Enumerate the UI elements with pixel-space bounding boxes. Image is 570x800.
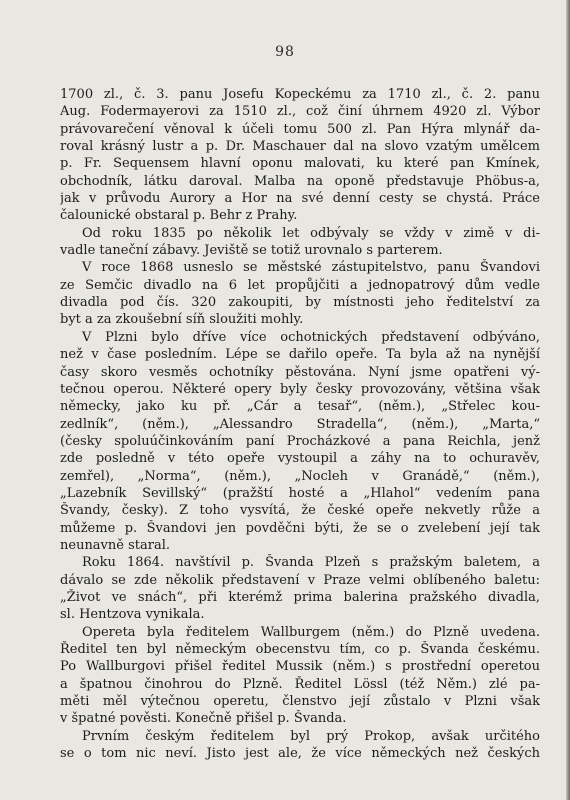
text-line: Prvním českým ředitelem byl prý Prokop, avšak určitého <box>82 728 540 744</box>
text-line: byt a za zkoušební síň sloužiti mohly. <box>60 312 304 328</box>
text-line: Švandy, česky). Z toho vysvítá, že české opeře nekvetly růže a <box>60 503 540 519</box>
text-line: roval krásný lustr a p. Dr. Maschauer dal na slovo vzatým umělcem <box>60 139 540 155</box>
text-line: Ředitel ten byl německým obecenstvu tím, co p. Švanda českému. <box>60 642 540 657</box>
text-line: než v čase posledním. Lépe se dařilo opeře. Ta byla až na nynější <box>60 347 540 363</box>
text-line: německy, jako ku př. „Cár a tesař“, (něm.), „Střelec kou- <box>60 399 540 415</box>
text-line: zemřel), „Norma“, (něm.), „Nocleh v Granádě,“ (něm.), <box>60 468 540 484</box>
text-line: zde posledně v této opeře vystoupil a záhy na to ochuravěv, <box>60 451 540 467</box>
text-line: divadla pod čís. 320 zakoupiti, by místnosti jeho ředitelství za <box>60 295 540 311</box>
text-line: V Plzni bylo dříve více ochotnických představení odbýváno, <box>82 329 540 345</box>
text-line: dávalo se zde několik představení v Praze velmi oblíbeného baletu: <box>60 572 540 588</box>
text-line: čalounické obstaral p. Behr z Prahy. <box>60 208 298 224</box>
text-line: v špatné pověsti. Konečně přišel p. Švanda. <box>60 711 347 727</box>
text-line: Aug. Fodermayerovi za 1510 zl., což činí úhrnem 4920 zl. Výbor <box>60 104 540 120</box>
page-number: 98 <box>275 44 295 60</box>
text-line: můžeme p. Švandovi jen povděčni býti, že se o zvelebení její tak <box>60 520 540 536</box>
text-line: p. Fr. Sequensem hlavní oponu malovati, ku které pan Kmínek, <box>60 156 540 172</box>
text-line: vadle taneční zábavy. Jeviště se totiž urovnalo s parterem. <box>60 243 443 259</box>
text-line: Roku 1864. navštívil p. Švanda Plzeň s pražským baletem, a <box>82 555 540 571</box>
text-line: „Lazebník Sevillský“ (pražští hosté a „Hlahol“ vedením pana <box>60 485 540 501</box>
text-line: se o tom nic neví. Jisto jest ale, že více německých než českých <box>60 746 540 762</box>
text-line: Po Wallburgovi přišel ředitel Mussik (něm.) s prostřední operetou <box>60 659 540 675</box>
text-line: „Život ve snách“, při kterémž prima balerina pražského divadla, <box>60 589 540 605</box>
text-line: neunavně staral. <box>60 537 171 553</box>
text-line: 1700 zl., č. 3. panu Josefu Kopeckému za 1710 zl., č. 2. panu <box>60 87 540 102</box>
text-line: právovarečení věnoval k účeli tomu 500 zl. Pan Hýra mlynář da- <box>60 121 540 137</box>
text-line: V roce 1868 usneslo se městské zástupitelstvo, panu Švandovi <box>82 260 540 276</box>
text-line: obchodník, látku daroval. Malba na oponě představuje Phöbus-a, <box>60 173 540 189</box>
text-line: Opereta byla ředitelem Wallburgem (něm.) do Plzně uvedena. <box>82 624 540 640</box>
text-line: časy skoro vesměs ochotníky pěstována. Nyní jsme opatřeni vý- <box>60 364 540 380</box>
text-line: měti měl výtečnou operetu, členstvo její zůstalo v Plzni však <box>60 694 540 710</box>
text-line: jak v průvodu Aurory a Hor na své denní cesty se chystá. Práce <box>60 191 540 207</box>
text-line: ze Semčic divadlo na 6 let propůjčiti a jednopatrový dům vedle <box>60 277 540 293</box>
text-line: (česky spoluúčinkováním paní Procházkové a pana Reichla, jenž <box>60 433 540 449</box>
text-line: a špatnou činohrou do Plzně. Ředitel Lössl (též Něm.) zlé pa- <box>60 676 540 692</box>
text-line: sl. Hentzova vynikala. <box>60 607 205 623</box>
text-line: tečnou operou. Některé opery byly česky provozovány, většina však <box>60 381 540 397</box>
text-line: Od roku 1835 po několik let odbývaly se vždy v zimě v di- <box>82 225 540 241</box>
body-text <box>60 86 540 762</box>
text-line: zedlník“, (něm.), „Alessandro Stradella“, (něm.), „Marta,“ <box>60 416 540 432</box>
